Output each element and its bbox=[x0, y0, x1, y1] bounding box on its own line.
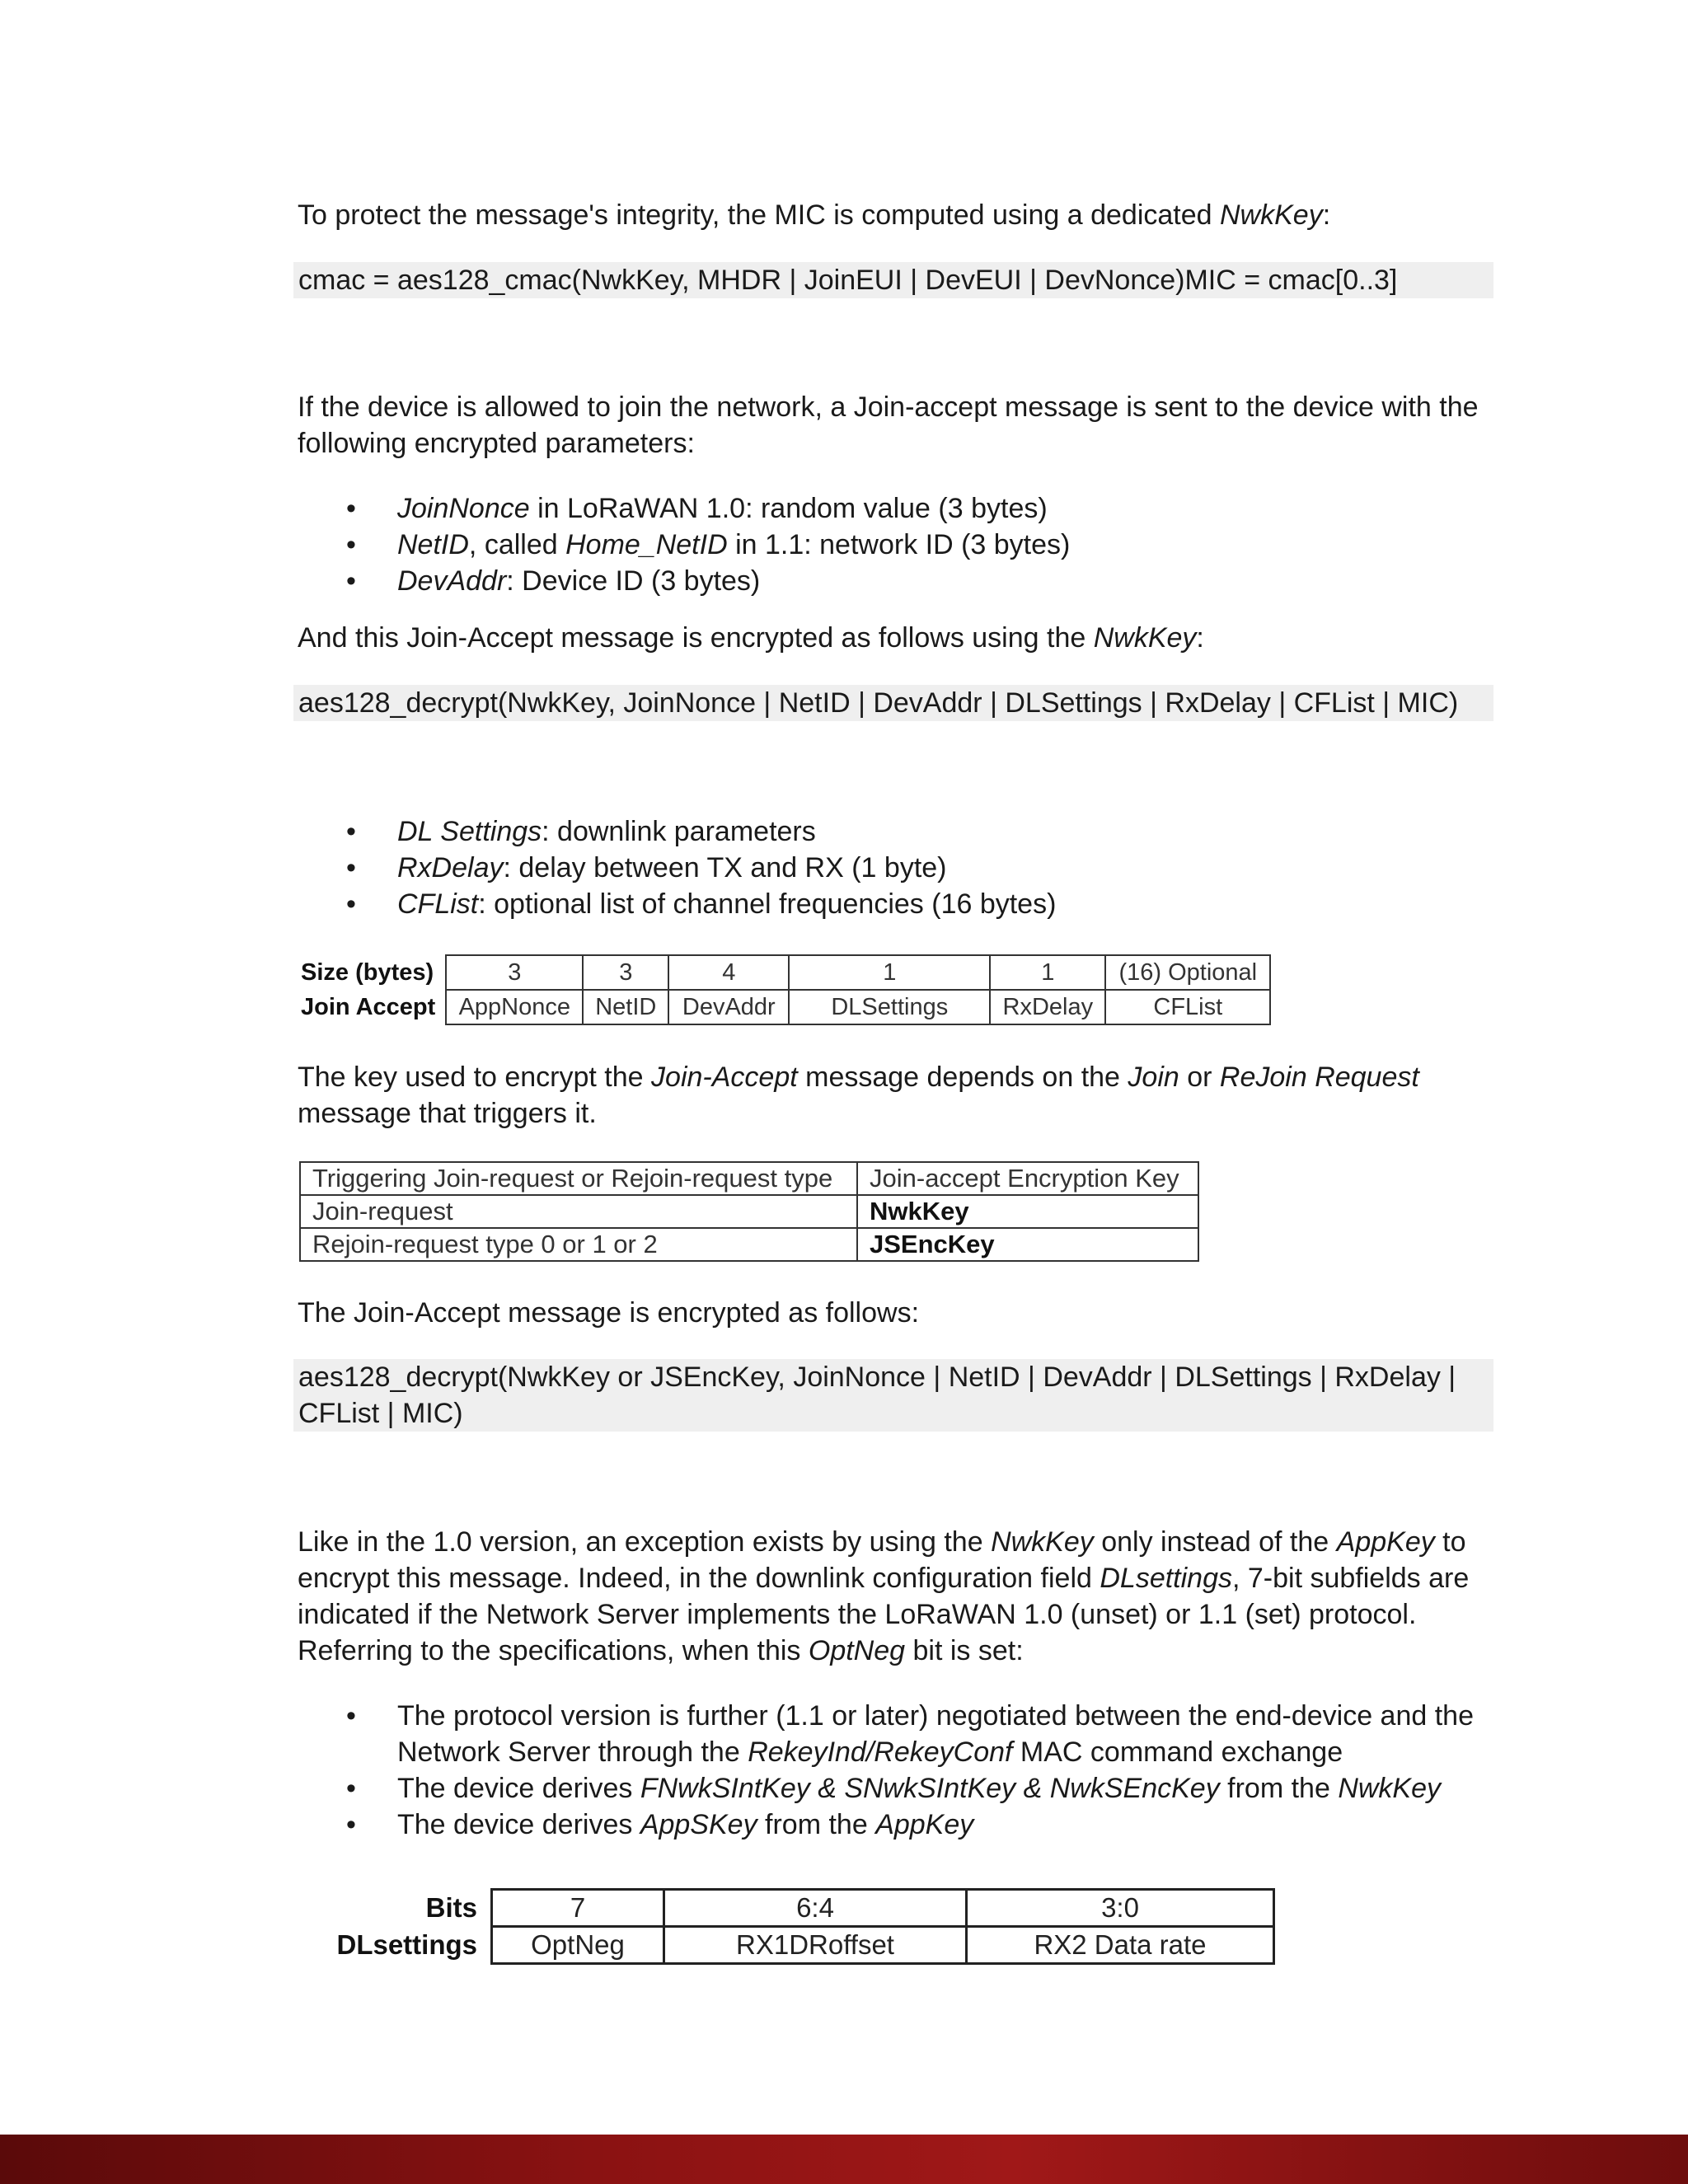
table-cell: 3 bbox=[583, 955, 668, 990]
encrypt-paragraph bbox=[298, 620, 1501, 656]
field-desc: : delay between TX and RX (1 byte) bbox=[503, 852, 947, 883]
table-cell: 6:4 bbox=[664, 1890, 967, 1927]
table-cell: 1 bbox=[990, 955, 1105, 990]
list-item bbox=[298, 813, 1501, 850]
text-run: from the bbox=[757, 1809, 876, 1840]
table-cell: DLSettings bbox=[789, 990, 990, 1024]
list-item bbox=[298, 850, 1501, 886]
encrypt-text: And this Join-Accept message is encrypted as follows using the bbox=[298, 622, 1094, 654]
param-alias: Home_NetID bbox=[565, 529, 728, 560]
field-name: CFList bbox=[397, 888, 479, 920]
list-item bbox=[298, 527, 1501, 563]
intro-paragraph bbox=[298, 197, 1501, 233]
param-name: JoinNonce bbox=[397, 493, 530, 524]
text-run: Like in the 1.0 version, an exception exists by using the bbox=[298, 1526, 992, 1558]
italic-run: AppSKey bbox=[640, 1809, 757, 1840]
table-cell: 1 bbox=[789, 955, 990, 990]
table-cell: AppNonce bbox=[446, 990, 583, 1024]
text-run: The device derives bbox=[397, 1809, 640, 1840]
text-run: The device derives bbox=[397, 1773, 640, 1804]
footer-bar bbox=[0, 2135, 1688, 2184]
list-item bbox=[298, 490, 1501, 527]
exception-paragraph bbox=[298, 1524, 1501, 1669]
italic-run: RekeyInd/RekeyConf bbox=[748, 1736, 1013, 1768]
field-desc: : optional list of channel frequencies (16 bytes) bbox=[478, 888, 1057, 920]
italic-run: Join bbox=[1128, 1062, 1179, 1093]
code-block-cmac: cmac = aes128_cmac(NwkKey, MHDR | JoinEUI | DevEUI | DevNonce)MIC = cmac[0..3] bbox=[293, 262, 1493, 298]
list-item bbox=[298, 1770, 1501, 1807]
fields-list bbox=[298, 813, 1501, 922]
join-accept-paragraph: If the device is allowed to join the network, a Join-accept message is sent to the device with the following encrypted parameters: bbox=[298, 391, 1479, 459]
intro-text: To protect the message's integrity, the MIC is computed using a dedicated bbox=[298, 199, 1220, 231]
text-run: from the bbox=[1219, 1773, 1339, 1804]
table-row bbox=[300, 1195, 1198, 1228]
text-run: message that triggers it. bbox=[298, 1098, 597, 1129]
param-desc: : Device ID (3 bytes) bbox=[506, 565, 761, 597]
text-run: MAC command exchange bbox=[1012, 1736, 1343, 1768]
encrypt-colon: : bbox=[1196, 622, 1204, 654]
table-cell: (16) Optional bbox=[1105, 955, 1270, 990]
text-run: message depends on the bbox=[797, 1062, 1128, 1093]
italic-run: FNwkSIntKey & SNwkSIntKey & NwkSEncKey bbox=[640, 1773, 1220, 1804]
table-row bbox=[298, 955, 1270, 990]
text-run: only instead of the bbox=[1093, 1526, 1337, 1558]
table-row bbox=[300, 1228, 1198, 1261]
code-block-decrypt-2: aes128_decrypt(NwkKey or JSEncKey, JoinNonce | NetID | DevAddr | DLSettings | RxDelay | CFList | MIC) bbox=[293, 1359, 1493, 1432]
text-run: , 7-bit subfields are indicated if the Network Server implements the LoRaWAN 1.0 (unset) or 1.1 (set) protocol. Referring to the specifications, when this bbox=[298, 1563, 1470, 1666]
table-row bbox=[312, 1890, 1274, 1927]
field-name: DL Settings bbox=[397, 816, 542, 847]
table-header-cell: Triggering Join-request or Rejoin-request type bbox=[300, 1162, 857, 1195]
table-cell: OptNeg bbox=[492, 1927, 664, 1964]
table-cell: DevAddr bbox=[668, 990, 789, 1024]
field-name: RxDelay bbox=[397, 852, 504, 883]
row-header: Join Accept bbox=[301, 993, 436, 1020]
list-item bbox=[298, 1807, 1501, 1843]
italic-run: Join-Accept bbox=[651, 1062, 798, 1093]
encryption-key-table bbox=[299, 1161, 1199, 1262]
list-item bbox=[298, 886, 1501, 922]
list-item bbox=[298, 1698, 1501, 1770]
italic-run: AppKey bbox=[1336, 1526, 1435, 1558]
join-params-list bbox=[298, 490, 1501, 599]
dlsettings-table bbox=[312, 1888, 1275, 1965]
param-desc: in 1.1: network ID (3 bytes) bbox=[727, 529, 1071, 560]
row-header: DLsettings bbox=[336, 1929, 477, 1960]
table-cell: CFList bbox=[1105, 990, 1270, 1024]
table-cell: RX1DRoffset bbox=[664, 1927, 967, 1964]
italic-run: NwkKey bbox=[991, 1526, 1094, 1558]
row-header: Size (bytes) bbox=[301, 958, 434, 986]
optneg-list bbox=[298, 1698, 1501, 1843]
table-cell: JSEncKey bbox=[857, 1228, 1198, 1261]
table-cell: 3:0 bbox=[967, 1890, 1274, 1927]
key-paragraph bbox=[298, 1059, 1501, 1132]
table-cell: 4 bbox=[668, 955, 789, 990]
text-run: The key used to encrypt the bbox=[298, 1062, 652, 1093]
intro-key: NwkKey bbox=[1220, 199, 1323, 231]
table-row bbox=[300, 1162, 1198, 1195]
text-run: bit is set: bbox=[905, 1635, 1024, 1666]
table-cell: 3 bbox=[446, 955, 583, 990]
code-block-decrypt: aes128_decrypt(NwkKey, JoinNonce | NetID | DevAddr | DLSettings | RxDelay | CFList | MIC) bbox=[293, 685, 1493, 721]
italic-run: OptNeg bbox=[808, 1635, 906, 1666]
table-header-cell: Join-accept Encryption Key bbox=[857, 1162, 1198, 1195]
intro-colon: : bbox=[1322, 199, 1331, 231]
table-cell: Join-request bbox=[300, 1195, 857, 1228]
table-cell: NwkKey bbox=[857, 1195, 1198, 1228]
italic-run: DLsettings bbox=[1100, 1563, 1232, 1594]
encrypted-as-follows-paragraph: The Join-Accept message is encrypted as follows: bbox=[298, 1297, 920, 1329]
param-name: DevAddr bbox=[397, 565, 507, 597]
text-run: to encrypt this message. Indeed, in the downlink configuration field bbox=[298, 1526, 1466, 1594]
list-item bbox=[298, 563, 1501, 599]
table-cell: Rejoin-request type 0 or 1 or 2 bbox=[300, 1228, 857, 1261]
italic-run: NwkKey bbox=[1338, 1773, 1442, 1804]
table-cell: RX2 Data rate bbox=[967, 1927, 1274, 1964]
text-run: The protocol version is further (1.1 or later) negotiated between the end-device and the Network Server through the bbox=[397, 1700, 1474, 1768]
table-row bbox=[312, 1927, 1274, 1964]
param-name: NetID bbox=[397, 529, 469, 560]
table-row bbox=[298, 990, 1270, 1024]
param-desc: , called bbox=[468, 529, 566, 560]
table-cell: NetID bbox=[583, 990, 668, 1024]
join-accept-format-table bbox=[298, 954, 1271, 1025]
field-desc: : downlink parameters bbox=[542, 816, 816, 847]
italic-run: ReJoin Request bbox=[1219, 1062, 1419, 1093]
table-cell: RxDelay bbox=[990, 990, 1105, 1024]
encrypt-key: NwkKey bbox=[1093, 622, 1197, 654]
text-run: or bbox=[1179, 1062, 1220, 1093]
param-desc: in LoRaWAN 1.0: random value (3 bytes) bbox=[529, 493, 1048, 524]
table-cell: 7 bbox=[492, 1890, 664, 1927]
row-header: Bits bbox=[425, 1892, 477, 1923]
italic-run: AppKey bbox=[875, 1809, 974, 1840]
